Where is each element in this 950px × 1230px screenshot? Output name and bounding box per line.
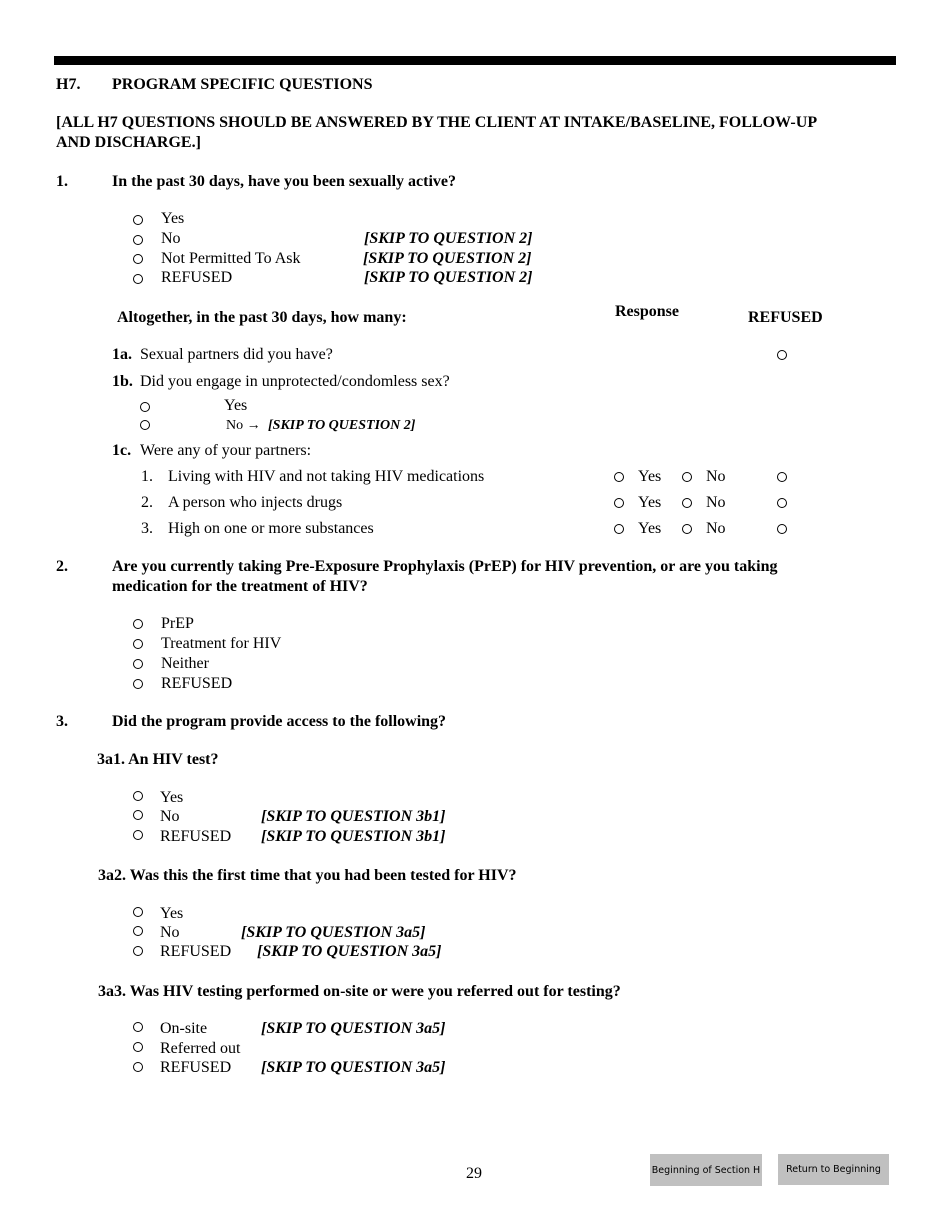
section-instructions-1: [ALL H7 QUESTIONS SHOULD BE ANSWERED BY THE CLIENT AT INTAKE/BASELINE, FOLLOW-UP (56, 114, 818, 131)
refused-column-header: REFUSED (748, 309, 823, 326)
q2-option-label: Neither (161, 655, 209, 672)
q1-yes-radio[interactable] (133, 215, 143, 225)
q1c-1-refused-radio[interactable] (777, 472, 787, 482)
q2-prep-radio[interactable] (133, 619, 143, 629)
top-rule (54, 56, 896, 65)
q1c-3-no-radio[interactable] (682, 524, 692, 534)
q3a3-onsite-radio[interactable] (133, 1022, 143, 1032)
q1b-text: Did you engage in unprotected/condomless sex? (140, 373, 450, 390)
altogether-heading: Altogether, in the past 30 days, how many: (117, 309, 407, 326)
q3a3-refused-radio[interactable] (133, 1062, 143, 1072)
q3-text: Did the program provide access to the following? (112, 713, 447, 730)
q2-option-label: PrEP (161, 615, 194, 632)
q1c-2-yes-radio[interactable] (614, 498, 624, 508)
q1c-item-number: 3. (141, 520, 153, 537)
q2-neither-radio[interactable] (133, 659, 143, 669)
q1a-refused-radio[interactable] (777, 350, 787, 360)
no-label: No (706, 468, 726, 485)
q2-text-line1: Are you currently taking Pre-Exposure Prophylaxis (PrEP) for HIV prevention, or are you taking (112, 558, 778, 575)
q1c-2-refused-radio[interactable] (777, 498, 787, 508)
q3a2-no-radio[interactable] (133, 926, 143, 936)
q1c-3-refused-radio[interactable] (777, 524, 787, 534)
q1c-text: Were any of your partners: (140, 442, 312, 459)
q2-option-label: REFUSED (161, 675, 233, 692)
q1b-yes-radio[interactable] (140, 402, 150, 412)
beginning-of-section-button[interactable]: Beginning of Section H (650, 1154, 762, 1186)
q1b-yes-label: Yes (224, 397, 248, 414)
q3a2-option-label: No (160, 924, 180, 941)
q2-refused-radio[interactable] (133, 679, 143, 689)
q1-option-label: No (161, 230, 181, 247)
q1-option-label: REFUSED (161, 269, 233, 286)
q1a-label: 1a. (112, 346, 132, 363)
return-to-beginning-button[interactable]: Return to Beginning (778, 1154, 889, 1185)
q1a-text: Sexual partners did you have? (140, 346, 333, 363)
q1c-item-text: Living with HIV and not taking HIV medications (168, 468, 485, 485)
q3a3-text: 3a3. Was HIV testing performed on-site or were you referred out for testing? (98, 983, 621, 1000)
q3a2-refused-radio[interactable] (133, 946, 143, 956)
section-title: PROGRAM SPECIFIC QUESTIONS (112, 76, 373, 93)
q3a2-yes-radio[interactable] (133, 907, 143, 917)
q1-not-permitted-radio[interactable] (133, 254, 143, 264)
yes-label: Yes (638, 494, 662, 511)
no-label: No (706, 520, 726, 537)
q1b-no-label: No → (226, 418, 261, 433)
q1c-label: 1c. (112, 442, 132, 459)
q1c-item-text: High on one or more substances (168, 520, 374, 537)
q1-no-radio[interactable] (133, 235, 143, 245)
q3a1-skip-note: [SKIP TO QUESTION 3b1] (261, 808, 446, 825)
yes-label: Yes (638, 468, 662, 485)
section-code: H7. (56, 76, 81, 93)
q3a3-referred-radio[interactable] (133, 1042, 143, 1052)
q3a3-skip-note: [SKIP TO QUESTION 3a5] (261, 1020, 446, 1037)
q3a1-text: 3a1. An HIV test? (97, 751, 219, 768)
q3a1-no-radio[interactable] (133, 810, 143, 820)
no-label: No (706, 494, 726, 511)
q3a2-option-label: REFUSED (160, 943, 232, 960)
q3a1-skip-note: [SKIP TO QUESTION 3b1] (261, 828, 446, 845)
yes-label: Yes (638, 520, 662, 537)
page-number: 29 (466, 1165, 482, 1182)
q3a2-option-label: Yes (160, 905, 184, 922)
q2-treatment-radio[interactable] (133, 639, 143, 649)
q2-text-line2: medication for the treatment of HIV? (112, 578, 368, 595)
q2-number: 2. (56, 558, 68, 575)
q1-text: In the past 30 days, have you been sexually active? (112, 173, 457, 190)
q3a3-option-label: Referred out (160, 1040, 241, 1057)
q3a1-yes-radio[interactable] (133, 791, 143, 801)
q1c-1-no-radio[interactable] (682, 472, 692, 482)
q3a1-refused-radio[interactable] (133, 830, 143, 840)
q3a3-skip-note: [SKIP TO QUESTION 3a5] (261, 1059, 446, 1076)
q3a1-option-label: REFUSED (160, 828, 232, 845)
q1-skip-note: [SKIP TO QUESTION 2] (364, 230, 533, 247)
q3a2-skip-note: [SKIP TO QUESTION 3a5] (241, 924, 426, 941)
q3a2-text: 3a2. Was this the first time that you had been tested for HIV? (98, 867, 517, 884)
response-column-header: Response (615, 303, 680, 320)
q1b-no-radio[interactable] (140, 420, 150, 430)
q3a1-option-label: No (160, 808, 180, 825)
q3a2-skip-note: [SKIP TO QUESTION 3a5] (257, 943, 442, 960)
q1b-skip-note: [SKIP TO QUESTION 2] (268, 418, 416, 433)
q3a3-option-label: On-site (160, 1020, 208, 1037)
q3-number: 3. (56, 713, 68, 730)
q1-number: 1. (56, 173, 68, 190)
q1c-1-yes-radio[interactable] (614, 472, 624, 482)
q1-option-label: Not Permitted To Ask (161, 250, 301, 267)
q3a3-option-label: REFUSED (160, 1059, 232, 1076)
q1c-item-number: 2. (141, 494, 153, 511)
q1-skip-note: [SKIP TO QUESTION 2] (364, 269, 533, 286)
q1c-2-no-radio[interactable] (682, 498, 692, 508)
q1b-label: 1b. (112, 373, 133, 390)
q1c-item-text: A person who injects drugs (168, 494, 343, 511)
q1c-item-number: 1. (141, 468, 153, 485)
q3a1-option-label: Yes (160, 789, 184, 806)
q1-skip-note: [SKIP TO QUESTION 2] (363, 250, 532, 267)
q1-refused-radio[interactable] (133, 274, 143, 284)
section-instructions-2: AND DISCHARGE.] (56, 134, 201, 151)
q1-option-label: Yes (161, 210, 185, 227)
q2-option-label: Treatment for HIV (161, 635, 282, 652)
q1c-3-yes-radio[interactable] (614, 524, 624, 534)
